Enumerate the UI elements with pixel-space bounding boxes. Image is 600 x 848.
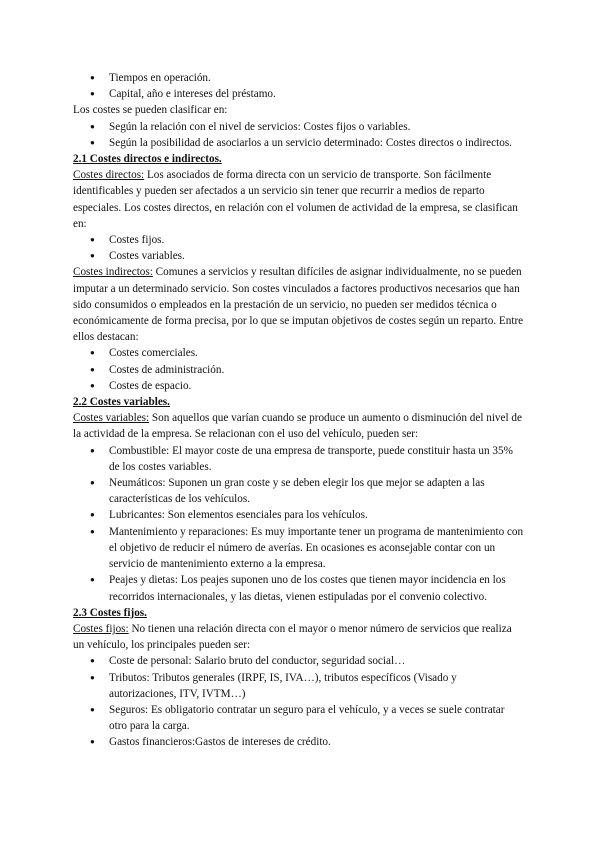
indirectos-term: Costes indirectos:: [73, 266, 153, 279]
section-heading-2-2: 2.2 Costes variables.: [73, 396, 170, 409]
list-item: ● Capital, año e intereses del préstamo.: [73, 86, 525, 102]
section-heading-2-3: 2.3 Costes fijos.: [73, 606, 147, 619]
fijos-paragraph: [73, 621, 525, 653]
fijos-term: Costes fijos:: [73, 622, 129, 635]
list-item: ● Coste de personal: Salario bruto del conductor, seguridad social…: [73, 653, 525, 669]
fijos-list: [73, 653, 525, 750]
list-item: ● Tiempos en operación.: [73, 70, 525, 86]
list-item: ● Neumáticos: Suponen un gran coste y se deben elegir los que mejor se adapten a las características de los vehículos.: [73, 475, 525, 507]
variables-term: Costes variables:: [73, 412, 150, 425]
list-item: ● Según la relación con el nivel de servicios: Costes fijos o variables.: [73, 119, 525, 135]
classify-paragraph: Los costes se pueden clasificar en:: [73, 104, 228, 117]
directos-list: [73, 232, 525, 264]
list-item: ● Costes fijos.: [73, 232, 525, 248]
fijos-text: No tienen una relación directa con el mayor o menor número de servicios que realiza un vehículo, los principales pueden ser:: [73, 622, 512, 652]
classify-list: [73, 119, 525, 151]
list-item: ● Combustible: El mayor coste de una empresa de transporte, puede constituir hasta un 35% de los costes variables.: [73, 443, 525, 475]
list-item: ● Seguros: Es obligatorio contratar un seguro para el vehículo, y a veces se suele contratar otro para la carga.: [73, 702, 525, 734]
directos-paragraph: [73, 167, 525, 232]
section-heading-2-1: 2.1 Costes directos e indirectos.: [73, 153, 222, 166]
directos-term: Costes directos:: [73, 169, 145, 182]
document-page: [73, 70, 525, 751]
list-item: ● Lubricantes: Son elementos esenciales para los vehículos.: [73, 507, 525, 523]
list-item: ● Costes comerciales.: [73, 345, 525, 361]
list-item: ● Peajes y dietas: Los peajes suponen uno de los costes que tienen mayor incidencia en los recorridos internacionales, y las dietas, vienen estipuladas por el convenio colectivo.: [73, 572, 525, 604]
variables-list: [73, 443, 525, 605]
directos-text: Los asociados de forma directa con un servicio de transporte. Son fácilmente identificables y pueden ser afectados a un servicio sin tener que recurrir a medios de reparto especiales. Los costes directos, en relación con el volumen de actividad de la empresa, se clasifican en:: [73, 169, 518, 230]
list-item: ● Mantenimiento y reparaciones: Es muy importante tener un programa de mantenimiento con el objetivo de reducir el número de averías. En ocasiones es aconsejable contar con un servicio de mantenimiento externo a la empresa.: [73, 524, 525, 573]
indirectos-list: [73, 345, 525, 394]
list-item: ● Costes variables.: [73, 248, 525, 264]
list-item: ● Según la posibilidad de asociarlos a un servicio determinado: Costes directos o indirectos.: [73, 135, 525, 151]
variables-text: Son aquellos que varían cuando se produce un aumento o disminución del nivel de la actividad de la empresa. Se relacionan con el uso del vehículo, pueden ser:: [73, 412, 522, 441]
indirectos-text: Comunes a servicios y resultan difíciles de asignar individualmente, no se pueden imputar a un determinado servicio. Son costes vinculados a factores productivos necesarios que han sido consumidos o empleados en la prestación de un servicio, no pueden ser medidos técnica o económicamente de forma precisa, por lo que se imputan objetivos de costes según un reparto. Entre ellos destacan:: [73, 266, 524, 344]
intro-list: [73, 70, 525, 102]
variables-paragraph: [73, 410, 525, 442]
list-item: ● Gastos financieros:Gastos de intereses de crédito.: [73, 734, 525, 750]
indirectos-paragraph: [73, 264, 525, 345]
list-item: ● Costes de administración.: [73, 362, 525, 378]
list-item: ● Tributos: Tributos generales (IRPF, IS, IVA…), tributos específicos (Visado y autorizaciones, ITV, IVTM…): [73, 670, 525, 702]
list-item: ● Costes de espacio.: [73, 378, 525, 394]
